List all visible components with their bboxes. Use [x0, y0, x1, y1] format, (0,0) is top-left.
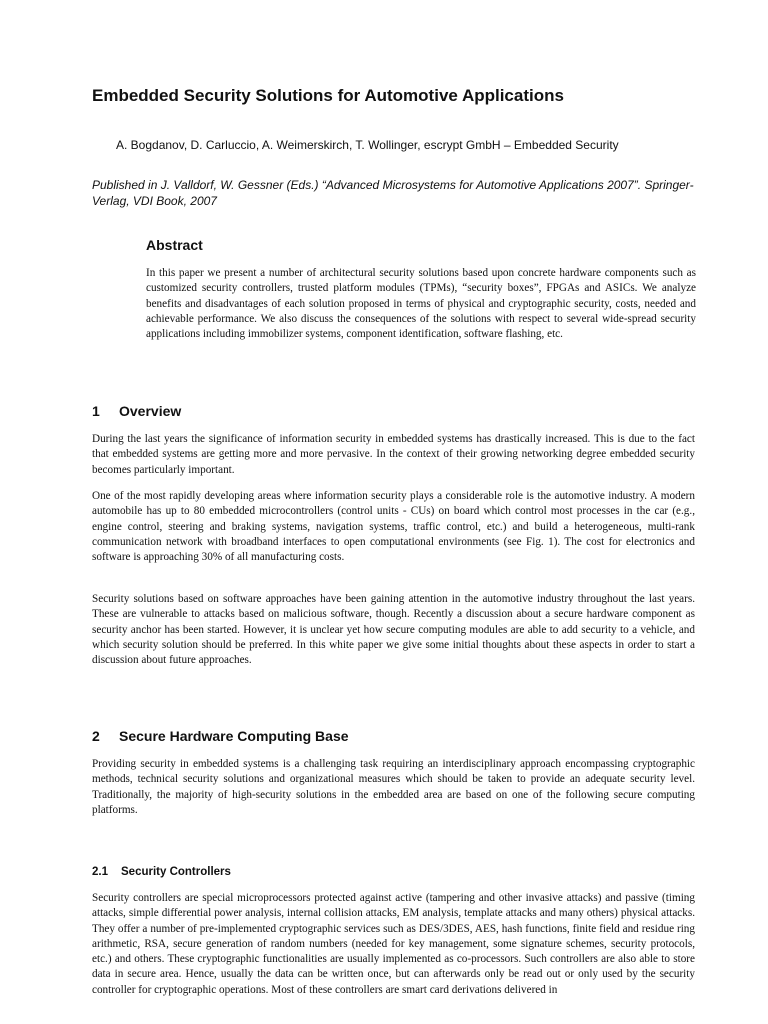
paragraph: Security controllers are special microprocessors protected against active (tampering and other invasive attacks) and passive (timing attacks, simple differential power analysis, internal collision attacks, EM analysis, template attacks and many others) physical attacks. They offer a number of pre-implemented cryptographic services such as DES/3DES, AES, hash functions, finite field and residue ring arithmetic, RSA, secure generation of random numbers (needed for key management, some signature schemes, security protocols, etc.) and others. These cryptographic functionalities are usually implemented as co-processors. Such controllers are also able to store data in secure area. Hence, usually the data can be written once, but can afterwards only be read out or only used by the security controller for cryptographic operations. Most of these controllers are smart card derivations delivered in	[92, 892, 695, 996]
paragraph: Security solutions based on software approaches have been gaining attention in the automotive industry throughout the last years. These are vulnerable to attacks based on malicious software, though. Recently a discussion about a secure hardware component as security anchor has been started. However, it is unclear yet how secure computing modules are able to add security to a vehicle, and which security solution should be preferred. In this white paper we give some initial thoughts about these aspects in order to start a discussion about future approaches.	[92, 593, 695, 667]
subsection-title: Security Controllers	[121, 866, 231, 878]
subsection-heading-security-controllers	[92, 865, 231, 879]
paper-authors: A. Bogdanov, D. Carluccio, A. Weimerskirch, T. Wollinger, escrypt GmbH – Embedded Security	[116, 138, 619, 152]
abstract-body: In this paper we present a number of architectural security solutions based upon concrete hardware components such as customized security controllers, trusted platform modules (TPMs), “security boxes”, FPGAs and ASICs. We analyze benefits and disadvantages of each solution proposed in terms of physical and cryptographic security, costs, needed and achievable performance. We also discuss the consequences of the solutions with respect to several wide-spread security applications including immobilizer systems, component identification, software flashing, etc.	[146, 267, 696, 341]
section-heading-overview	[92, 403, 181, 420]
publication-note: Published in J. Valldorf, W. Gessner (Eds.) “Advanced Microsystems for Automotive Applications 2007”. Springer-Verlag, VDI Book, 2007	[92, 178, 694, 208]
abstract-heading: Abstract	[146, 237, 203, 253]
section-heading-secure-hardware	[92, 728, 349, 745]
paragraph: Providing security in embedded systems is a challenging task requiring an interdisciplinary approach encompassing cryptographic methods, technical security solutions and organizational measures which should be taken to provide an adequate security level. Traditionally, the majority of high-security solutions in the embedded area are based on one of the following secure computing platforms.	[92, 758, 695, 816]
subsection-number: 2.1	[92, 866, 108, 878]
section-title: Overview	[119, 403, 182, 419]
section-number: 2	[92, 728, 100, 744]
paragraph: During the last years the significance of information security in embedded systems has drastically increased. This is due to the fact that embedded systems are getting more and more pervasive. In the context of their growing networking degree embedded security becomes particularly important.	[92, 433, 695, 476]
section-title: Secure Hardware Computing Base	[119, 728, 349, 744]
paper-title: Embedded Security Solutions for Automotive Applications	[92, 86, 564, 105]
paragraph: One of the most rapidly developing areas where information security plays a considerable role is the automotive industry. A modern automobile has up to 80 embedded microcontrollers (control units - CUs) on board which control most processes in the car (e.g., engine control, steering and braking systems, navigation systems, traffic control, etc.) and build a heterogeneous, multi-rank communication network with broadband interfaces to open computational environments (see Fig. 1). The cost for electronics and software is approaching 30% of all manufacturing costs.	[92, 490, 695, 564]
section-number: 1	[92, 403, 100, 419]
